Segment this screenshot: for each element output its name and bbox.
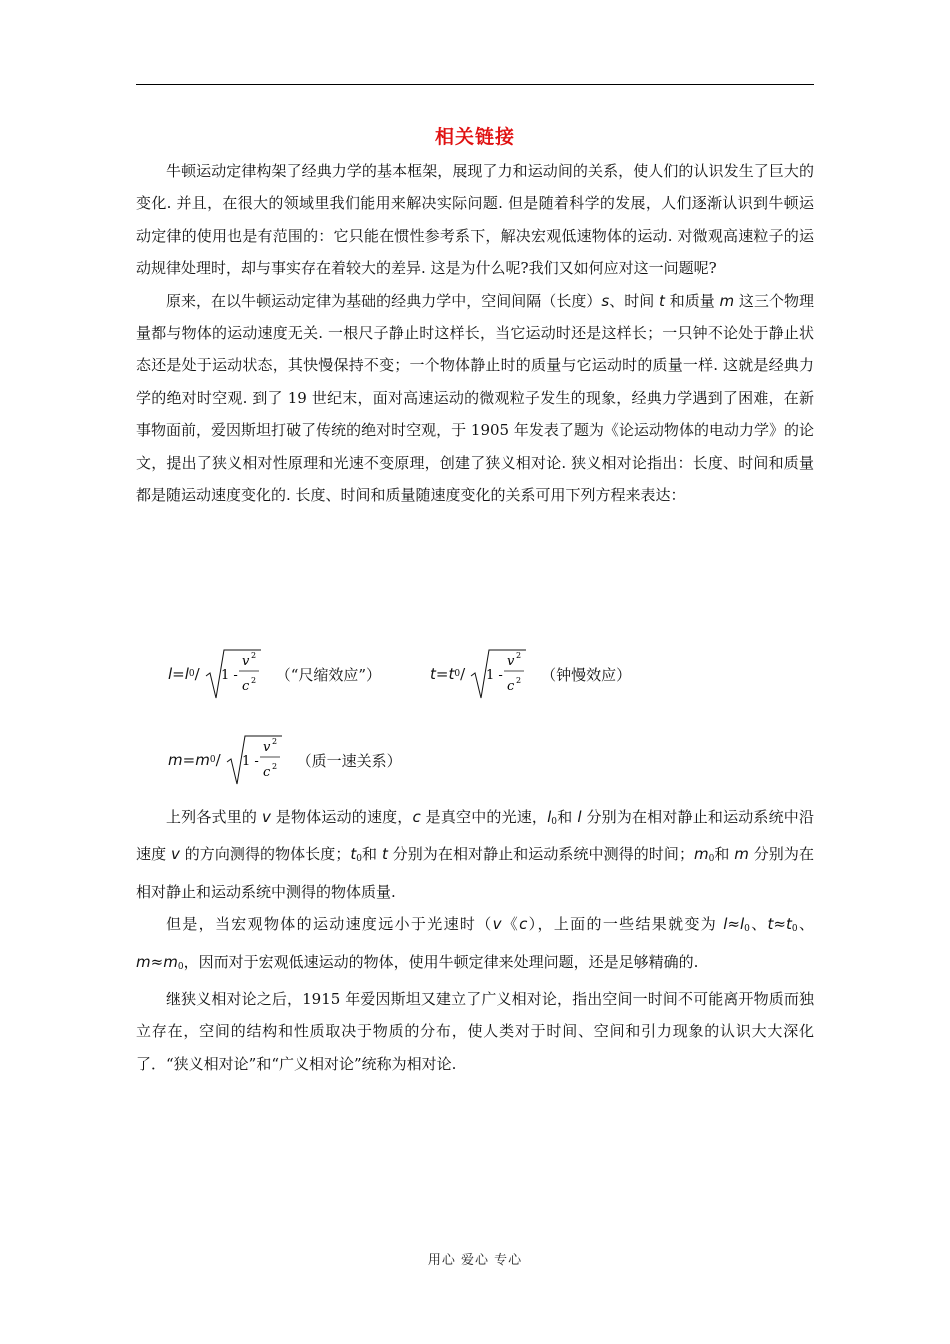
svg-text:v: v <box>241 654 250 669</box>
svg-text:2: 2 <box>516 676 522 685</box>
paragraph-5: 继狭义相对论之后，1915 年爱因斯坦又建立了广义相对论，指出空间一时间不可能离开物质而独立存在，空间的结构和性质取决于物质的分布，使人类对于时间、空间和引力现象的认识大大深化了．“狭义相对论”和“广义相对论”统称为相对论. <box>136 990 814 1073</box>
svg-text:2: 2 <box>250 651 256 660</box>
svg-text:1 -: 1 - <box>486 668 503 683</box>
paragraph-4: 但是，当宏观物体的运动速度远小于光速时（v《c），上面的一些结果就变为 $l\approx l_0$、$t\approx t_0$、$m\approx m_0$，因而对于宏观低速运动的物体，使用牛顿定律来处理问题，还是足够精确的. <box>136 915 814 972</box>
formula-mass-velocity: m = m 0 / 1 - v 2 c 2 （质一速关系） <box>168 732 402 788</box>
svg-text:c: c <box>507 679 515 694</box>
page-title: 相关链接 <box>434 126 515 148</box>
svg-text:v: v <box>507 654 515 669</box>
sqrt-expression <box>469 646 527 702</box>
document-body <box>136 155 814 511</box>
svg-text:c: c <box>241 679 249 694</box>
document-body-continued <box>136 801 814 1080</box>
svg-text:2: 2 <box>250 676 256 685</box>
svg-text:2: 2 <box>516 651 522 660</box>
sqrt-expression <box>225 732 283 788</box>
svg-text:2: 2 <box>271 737 277 746</box>
svg-text:2: 2 <box>271 762 277 771</box>
page-footer: 用心 爱心 专心 <box>427 1253 523 1268</box>
paragraph-2: 原来，在以牛顿运动定律为基础的经典力学中，空间间隔（长度）s、时间 t 和质量 m 这三个物理量都与物体的运动速度无关. 一根尺子静止时这样长，当它运动时还是这样长；一只钟不论处于静止状态还是处于运动状态，其快慢保持不变；一个物体静止时的质量与它运动时的质量一样. 这就是经典力学的绝对时空观. 到了 19 世纪末，面对高速运动的微观粒子发生的现象，经典力学遇到了困难，在新事物面前，爱因斯坦打破了传统的绝对时空观，于 1905 年发表了题为《论运动物体的电动力学》的论文，提出了狭义相对性原理和光速不变原理，创建了狭义相对论. 狭义相对论指出：长度、时间和质量都是随运动速度变化的. 长度、时间和质量随速度变化的关系可用下列方程来表达： <box>136 291 814 505</box>
formula-length-contraction: l = l 0 / 1 - v 2 c 2 （“尺缩效应”） <box>168 646 381 702</box>
svg-text:c: c <box>262 765 270 780</box>
paragraph-3: 上列各式里的 v 是物体运动的速度，c 是真空中的光速，$l_0$和 l 分别为在相对静止和运动系统中沿速度 v 的方向测得的物体长度；$t_0$和 t 分别为在相对静止和运动系统中测得的时间；$m_0$和 m 分别为在相对静止和运动系统中测得的物体质量. <box>136 808 814 901</box>
svg-text:1 -: 1 - <box>241 754 259 769</box>
sqrt-expression <box>204 646 262 702</box>
header-rule <box>136 84 814 85</box>
svg-text:v: v <box>262 740 270 755</box>
svg-text:1 -: 1 - <box>220 668 238 683</box>
formula-time-dilation: t = t 0 / 1 - v 2 c 2 （钟慢效应） <box>430 646 631 702</box>
paragraph-1: 牛顿运动定律构架了经典力学的基本框架，展现了力和运动间的关系，使人们的认识发生了巨大的变化. 并且，在很大的领域里我们能用来解决实际问题. 但是随着科学的发展，人们逐渐认识到牛顿运动定律的使用也是有范围的：它只能在惯性参考系下，解决宏观低速物体的运动. 对微观高速粒子的运动规律处理时，却与事实存在着较大的差异. 这是为什么呢?我们又如何应对这一问题呢? <box>136 162 814 278</box>
